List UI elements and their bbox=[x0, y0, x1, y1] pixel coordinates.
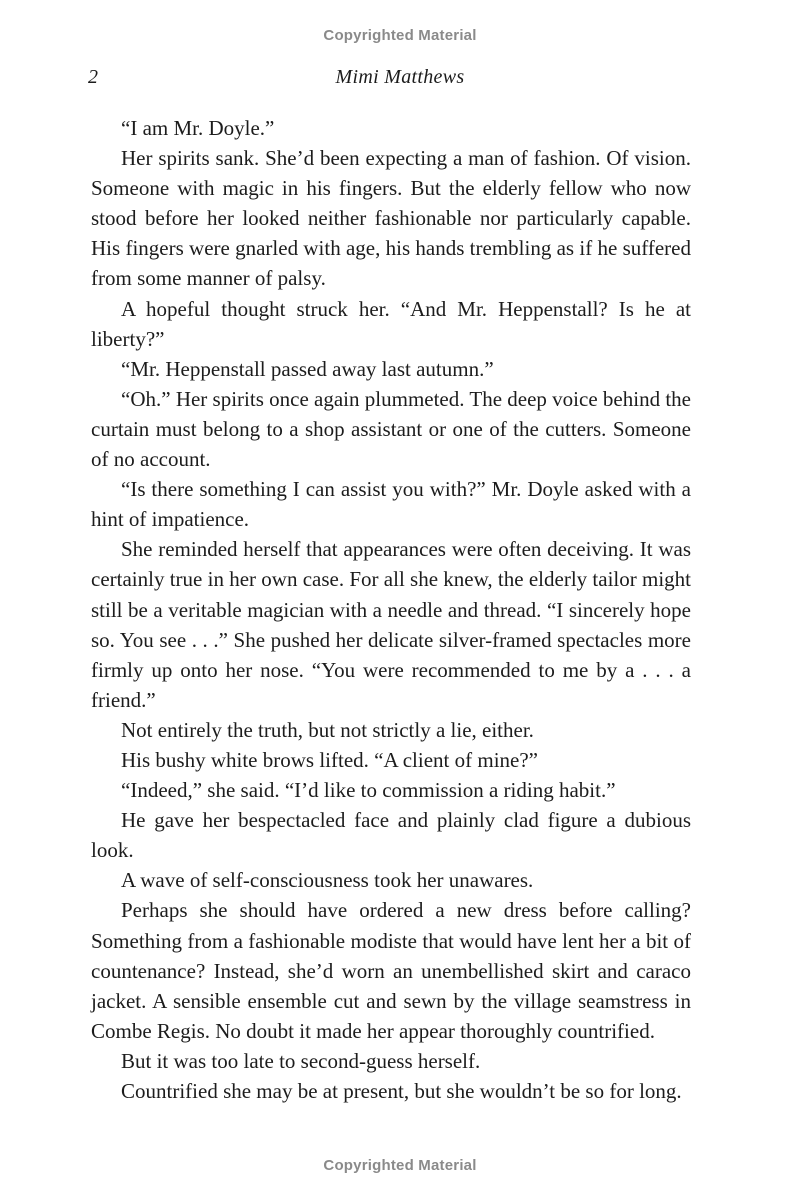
paragraph: “I am Mr. Doyle.” bbox=[121, 116, 275, 140]
paragraph: She reminded herself that appearances were often deceiving. It was certainly true in her own case. For all she knew, the elderly tailor might still be a veritable magician with a needle and thread. “I sincerely hope so. You see . . .” She pushed her delicate silver-framed spectacles more firmly up onto her nose. “You were recommended to me by a . . . a friend.” bbox=[91, 537, 691, 712]
paragraph: Perhaps she should have ordered a new dress before calling? Something from a fashionable modiste that would have lent her a bit of countenance? Instead, she’d worn an unembellished skirt and caraco jacket. A sensible ensemble cut and sewn by the village seamstress in Combe Regis. No doubt it made her appear thoroughly countrified. bbox=[91, 898, 691, 1043]
paragraph: Countrified she may be at present, but she wouldn’t be so for long. bbox=[121, 1079, 682, 1103]
paragraph: “Is there something I can assist you with?” Mr. Doyle asked with a hint of impatience. bbox=[91, 477, 691, 532]
paragraph: Her spirits sank. She’d been expecting a man of fashion. Of vision. Someone with magic in his fingers. But the elderly fellow who now stood before her looked neither fashionable nor particularly capable. His fingers were gnarled with age, his hands trembling as if he suffered from some manner of palsy. bbox=[91, 146, 691, 291]
copyright-watermark-bottom: Copyrighted Material bbox=[323, 1157, 477, 1174]
paragraph: Not entirely the truth, but not strictly a lie, either. bbox=[121, 717, 534, 742]
body-text bbox=[91, 113, 691, 1106]
paragraph: But it was too late to second-guess herself. bbox=[121, 1048, 481, 1073]
paragraph: “Oh.” Her spirits once again plummeted. The deep voice behind the curtain must belong to a shop assistant or one of the cutters. Someone of no account. bbox=[91, 386, 691, 472]
paragraph: A wave of self-consciousness took her unawares. bbox=[121, 868, 534, 893]
copyright-watermark-top: Copyrighted Material bbox=[323, 27, 477, 44]
paragraph: He gave her bespectacled face and plainly clad figure a dubious look. bbox=[91, 808, 691, 863]
paragraph: “Indeed,” she said. “I’d like to commission a riding habit.” bbox=[121, 778, 616, 803]
page-number: 2 bbox=[88, 66, 98, 88]
running-header-author: Mimi Matthews bbox=[335, 66, 465, 88]
running-header bbox=[0, 66, 800, 96]
paragraph: “Mr. Heppenstall passed away last autumn.” bbox=[121, 356, 494, 381]
paragraph: His bushy white brows lifted. “A client of mine?” bbox=[121, 747, 538, 772]
paragraph: A hopeful thought struck her. “And Mr. Heppenstall? Is he at liberty?” bbox=[91, 296, 691, 351]
